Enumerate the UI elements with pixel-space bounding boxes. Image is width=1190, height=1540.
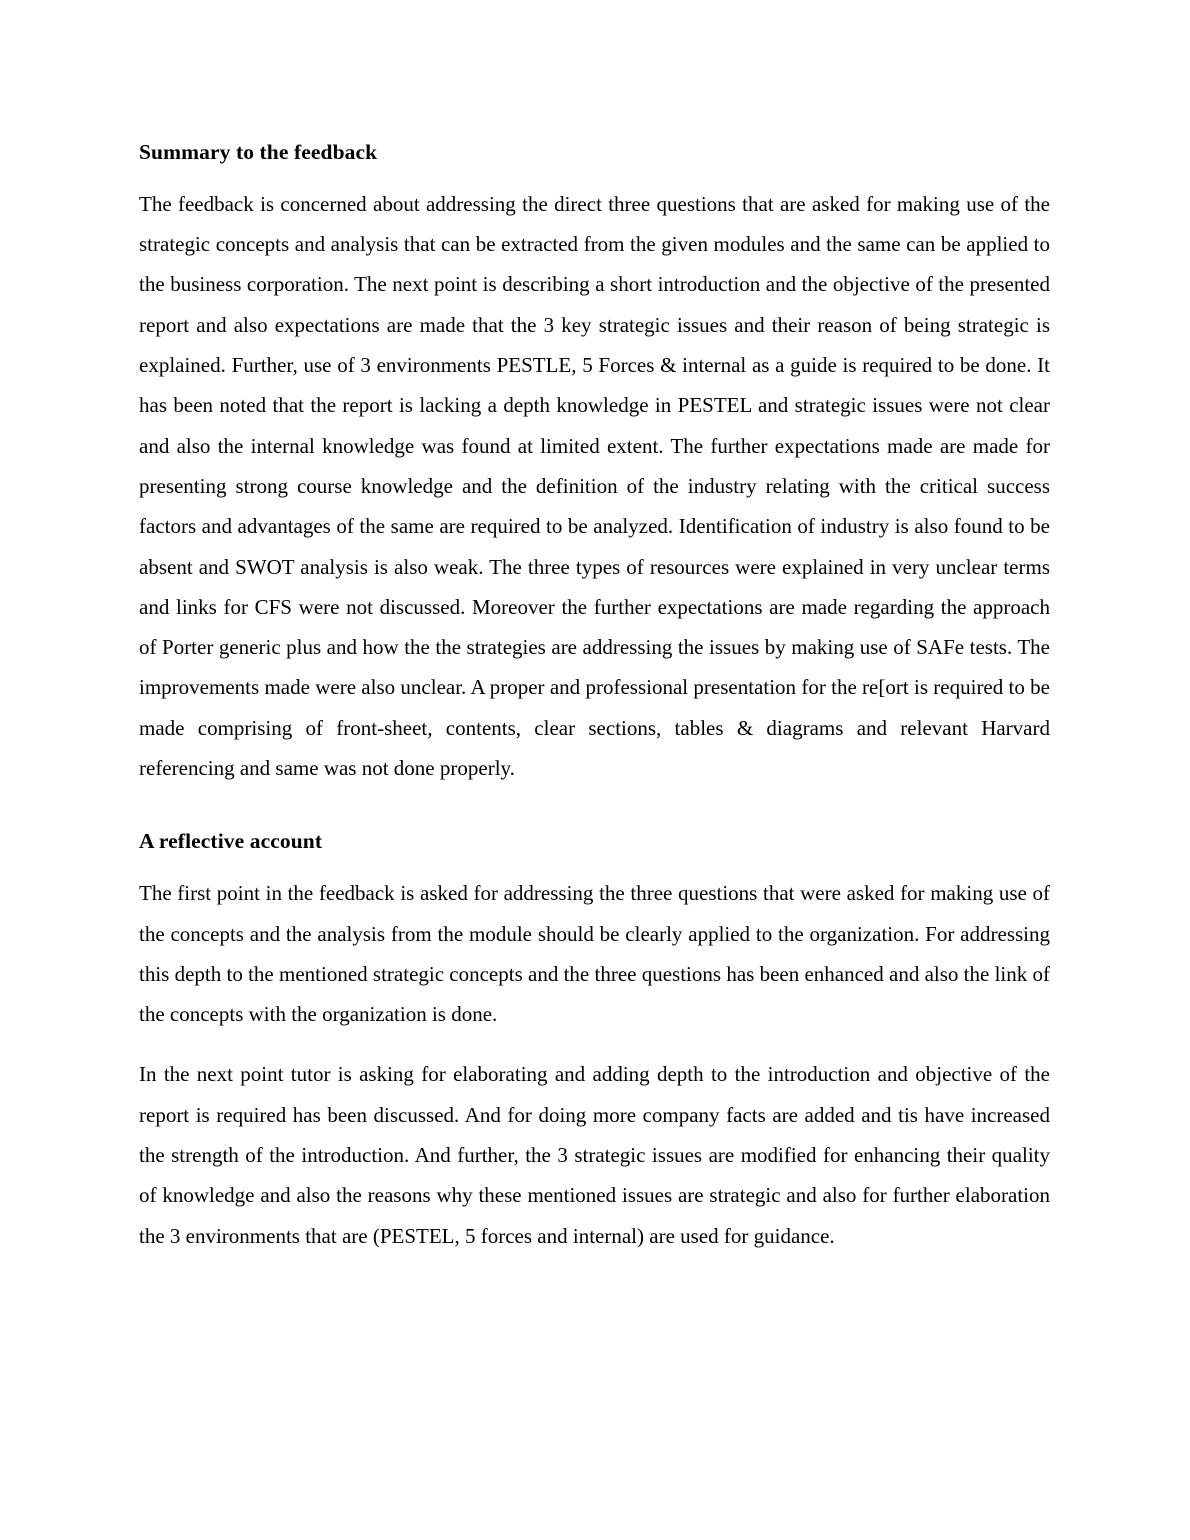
document-body — [139, 139, 1050, 1256]
section-heading-summary-to-the-feedback: Summary to the feedback — [139, 140, 378, 164]
section-heading-a-reflective-account: A reflective account — [139, 829, 323, 854]
paragraph-reflective-account-1: The first point in the feedback is asked for addressing the three questions that were asked for making use of the concepts and the analysis from the module should be clearly applied to the organization. For addressing this depth to the mentioned strategic concepts and the three questions has been enhanced and also the link of the concepts with the organization is done. — [139, 881, 1050, 1027]
paragraph-summary-feedback-1: The feedback is concerned about addressing the direct three questions that are asked for making use of the strategic concepts and analysis that can be extracted from the given modules and the same can be applied to the business corporation. The next point is describing a short introduction and the objective of the presented report and also expectations are made that the 3 key strategic issues and their reason of being strategic is explained. Further, use of 3 environments PESTLE, 5 Forces & internal as a guide is required to be done. It has been noted that the report is lacking a depth knowledge in PESTEL and strategic issues were not clear and also the internal knowledge was found at limited extent. The further expectations made are made for presenting strong course knowledge and the definition of the industry relating with the critical success factors and advantages of the same are required to be analyzed. Identification of industry is also found to be absent and SWOT analysis is also weak. The three types of resources were explained in very unclear terms and links for CFS were not discussed. Moreover the further expectations are made regarding the approach of Porter generic plus and how the the strategies are addressing the issues by making use of SAFe tests. The improvements made were also unclear. A proper and professional presentation for the re[ort is required to be made comprising of front-sheet, contents, clear sections, tables & diagrams and relevant Harvard referencing and same was not done properly. — [139, 191, 1050, 781]
paragraph-reflective-account-2: In the next point tutor is asking for elaborating and adding depth to the introduction and objective of the report is required has been discussed. And for doing more company facts are added and tis have increased the strength of the introduction. And further, the 3 strategic issues are modified for enhancing their quality of knowledge and also the reasons why these mentioned issues are strategic and also for further elaboration the 3 environments that are (PESTEL, 5 forces and internal) are used for guidance. — [139, 1062, 1050, 1248]
heading-spacer — [139, 808, 1050, 828]
